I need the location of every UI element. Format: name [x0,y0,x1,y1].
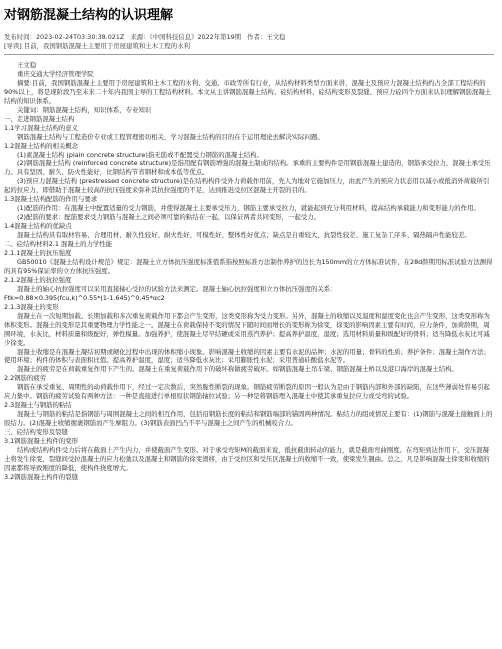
article-intro: [导读] 目前，我国钢筋混凝土主要用于房屋建筑和土木工程的水利 [4,42,190,50]
body-paragraph: 结构或结构构件受力后将在截面上产生内力，并使截面产生变形。对于承受弯矩M的截面来说，抵抗截面转动的能力，就是截面弯曲刚度。在弯矩到达作用下，受压混凝土将发生徐变，裂缝间受拉混凝土的应力松弛以及混凝土和钢筋的徐变滑移，由于受拉区和受压区混凝土的收缩不一致，使梁发生翘曲。总之，凡是影响混凝土徐变和收缩的因素都将导致刚度的降低，使构件挠度增大。 [4,445,490,472]
body-paragraph: 重庆交通大学经济管理学院 [17,69,94,78]
body-paragraph: 1.1学习混凝土结构的意义 [4,123,79,132]
body-paragraph: 一、走进钢筋混凝土结构 [4,114,75,123]
body-paragraph: 2.2钢筋的疲劳 [4,374,47,383]
header-divider [4,54,494,55]
body-paragraph: (2)钢筋混凝土结构 (reinforced concrete structure)是指用配有钢筋增强的混凝土制成的结构。承重的主要构件是用钢筋混凝土建造的，钢筋承受拉力，混凝土承受压力。具有坚固、耐久、防火性能好，比钢结构节省钢材和成本低等优点。 [4,159,491,177]
body-paragraph: 1.4混凝土结构的优缺点 [4,222,72,231]
body-paragraph: 混凝土结构具有取材容易、合理用材、耐久性较好、耐火性好、可模性好、整体性好优点；缺点是自重较大、抗裂性较差、施工复杂工序多、隔热隔声性能较差。 [17,231,471,240]
body-paragraph: 1.2混凝土结构的相关概念 [4,141,79,150]
body-paragraph: 混凝土的轴心抗拉强度可以采用直接轴心受拉的试验方法来测定。混凝土轴心抗拉强度和立方体抗压强度的关系： [17,284,337,293]
body-paragraph: 3.2钢筋混凝土构件的裂缝 [4,472,79,481]
body-paragraph: 混凝土收缩是在混凝土凝结初期或硬化过程中出现的体积缩小现象。影响混凝土收缩的因素主要有水泥的品种；水泥的用量；骨料的性质；养护条件；混凝土制作方法；使用环境；构件的体积与表面积比值。提高养护温度，湿度；适当降低水灰比；采用膨胀性水泥；采用普通硅酸盐水泥等。 [4,347,490,365]
body-paragraph: (1)配筋的作用：在混凝土中配置适量的受力钢筋，并使得混凝土主要承受压力，钢筋主要承受拉力，就能起到充分利用材料，提高结构承载能力和变形能力的作用。 [17,204,480,213]
body-paragraph: 混凝土的疲劳是在荷载重复作用下产生的。混凝土在重复荷载作用下的破坏称做疲劳破坏。如钢筋混凝土吊车梁、钢筋混凝土桥以及港口海岸的混凝土结构。 [17,365,458,374]
body-paragraph: 2.1.2混凝土的抗拉强度 [4,275,72,284]
article-body [4,61,494,482]
body-paragraph: 二、砼结构材料2.1 混凝土的力学性能 [4,240,113,249]
body-paragraph: 钢筋在承受重复、周期性的动荷载作用下，经过一定次数后，突然脆性断裂的现象。钢筋疲劳断裂的原因一般认为是由于钢筋内部和外部的缺陷，在这些薄弱处容易引起应力集中。钢筋的疲劳试验有两种方法：一种是直接进行单根原状钢筋轴拉试验；另一种是将钢筋埋入混凝土中使其承重复拉应力或受弯的试验。 [4,383,490,401]
body-paragraph: 1.3混凝土结构配筋的作用与要求 [4,195,98,204]
body-paragraph: 摘要:目前，我国钢筋混凝土主要用于房屋建筑和土木工程的水利、交通、市政等所有行业，从结构材料类型方面来讲，混凝土及预应力混凝土结构约占全部工程结构的90%以上，将是现阶段乃至未来二十年内我国主导的工程结构材料。本文从主讲钢筋混凝土结构、砼结构材料、砼结构变形及裂缝、预应力砼四个方面来认识理解钢筋混凝土结构的知识体系。 [4,78,492,105]
body-paragraph: (1)素混凝土结构 (plain concrete structure)指无筋或不配置受力钢筋的混凝土结构。 [17,150,263,159]
body-paragraph: (3)预应力混凝土结构 (prestressed concrete structure)是在结构构件受外力荷载作用前，先人为地对它施加压力，由此产生的预应力状态用以减小或抵消外荷载所引起的拉应力，即借助于混凝土较高的抗压强度来弥补其抗拉强度的不足，达到推迟受拉区混凝土开裂的目的。 [4,177,490,195]
body-paragraph: 2.1.3混凝土的变形 [4,302,59,311]
article-author: 作者：王文稳 [247,33,286,41]
body-paragraph: 关键词：钢筋混凝土结构，知识体系，专业知识 [17,105,152,114]
body-paragraph: 王文稳 [17,61,37,69]
page-title: 对钢筋混凝土结构的认识理解 [4,8,174,23]
body-paragraph: 三、砼结构变形及裂缝 [4,428,68,437]
body-paragraph: Ftk=0.88×0.395(fcu,k)^0.55*(1-1.645)^0.45*αc2 [4,293,165,302]
body-paragraph: 3.1钢筋混凝土构件的变形 [4,437,79,446]
body-paragraph: 2.3混凝土与钢筋的粘结 [4,401,72,410]
body-paragraph: 混凝土与钢筋的粘结是指钢筋与周围混凝土之间的相互作用，包括沿钢筋长度的粘结和钢筋端部的锚固两种情况。粘结力的组成情况主要有：(1)钢筋与混凝土接触面上的胶结力。(2)混凝土收缩握裹钢筋而产生摩阻力。(3)钢筋表面凹凸不平与混凝土之间产生的机械咬合力。 [4,410,493,428]
body-paragraph: GB50010《混凝土结构设计规范》规定：混凝土立方体抗压强度标准值系指按照标准方法制作养护的边长为150mm的立方体标准试件，在28d龄期用标准试验方法测得的具有95%保证率的立方体抗压强度。 [4,257,493,275]
article-source: 来源：《中国科技信息》2022年第19期 [130,33,242,41]
body-paragraph: (2)配筋的要求：配筋要求受力钢筋与混凝土之间必须可靠的粘结在一起，以保证两者共同变形，一起受力。 [17,213,321,222]
body-paragraph: 钢筋混凝土结构与工程造价专业或工程管理密切相关，学习混凝土结构的目的在于运用理论去解决实际问题。 [17,132,324,141]
body-paragraph: 混凝土在一次短期加载、长期加载和多次重复荷载作用下都会产生变形，这类变形称为受力变形。另外，混凝土的收缩以及温度和湿度变化也会产生变形，这类变形称为体积变形。混凝土的变形是其重要物理力学性能之一。混凝土在荷载保持不变的情况下随时间而增长的变形称为徐变，徐变的影响因素主要有时间，应力条件，加荷龄期，周围环境，水灰比，材料质量和级配好，弹性模量。加强养护，使混凝土尽早结硬或采用蒸汽养护；提高养护温度，湿度；选用材料质量和级配好的骨料；适当降低水灰比可减少徐变。 [4,311,490,347]
article-meta [4,33,494,42]
body-paragraph: 2.1.1混凝土的抗压强度 [4,249,72,258]
publish-time: 发布时间：2023-02-24T03:30:38.021Z [4,33,125,41]
